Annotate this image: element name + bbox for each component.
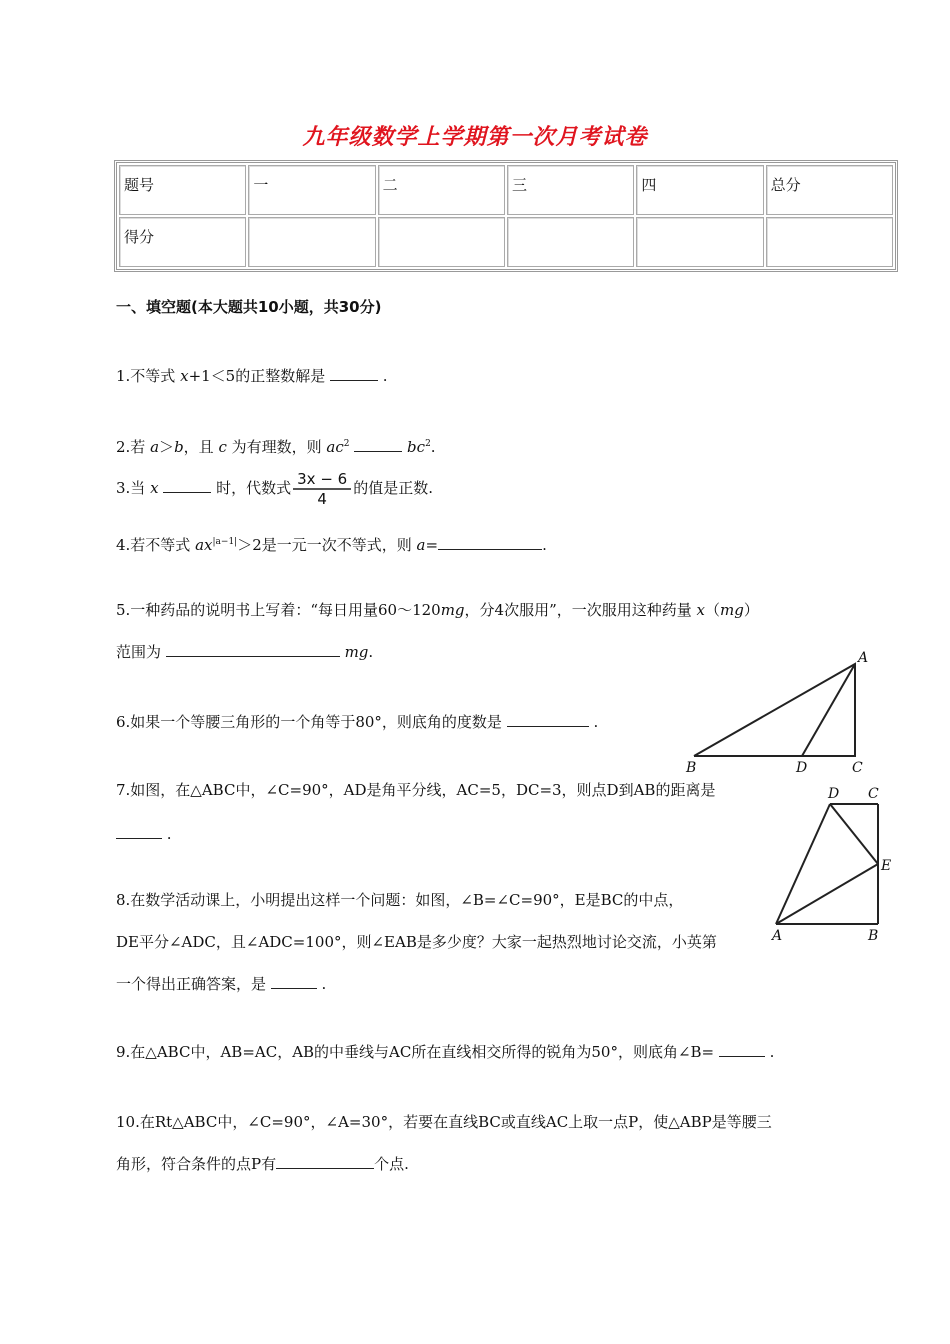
- question-4: [116, 532, 547, 555]
- q1-text: 1.不等式: [116, 367, 181, 385]
- q4-text: 4.若不等式: [116, 536, 196, 554]
- q3-numerator: 3x − 6: [293, 470, 351, 490]
- q2-var-a: a: [150, 438, 160, 456]
- score-table: [114, 160, 898, 272]
- q5-text: 5.一种药品的说明书上写着：“每日用量60～120: [116, 601, 441, 619]
- score-input-cell[interactable]: [507, 217, 634, 267]
- q2-bc: bc: [407, 438, 426, 456]
- score-input-cell[interactable]: [766, 217, 893, 267]
- q5-unit2: mg: [720, 601, 744, 619]
- q4-var: ax: [195, 536, 213, 554]
- q5-paren-open: （: [704, 601, 720, 619]
- q8-text1: 8.在数学活动课上，小明提出这样一个问题：如图，∠B=∠C=90°，E是BC的中点，: [116, 891, 684, 909]
- question-10-line1: [116, 1112, 772, 1132]
- question-8-line1: [116, 890, 683, 910]
- q5-blank[interactable]: [166, 642, 340, 657]
- q10-text2: 角形，符合条件的点P有: [116, 1155, 277, 1173]
- q5-text2: ，分4次服用”，一次服用这种药量: [464, 601, 697, 619]
- section-heading: 一、填空题(本大题共10小题，共30分): [116, 298, 382, 316]
- q10-text3: 个点.: [374, 1155, 409, 1173]
- page-title: 九年级数学上学期第一次月考试卷: [302, 124, 648, 150]
- q4-text2: ＞2是一元一次不等式，则: [237, 536, 417, 554]
- q7-end: .: [162, 825, 172, 843]
- segment-de: [830, 804, 878, 864]
- q2-var-b: b: [174, 438, 184, 456]
- q6-text: 6.如果一个等腰三角形的一个角等于80°，则底角的度数是: [116, 713, 507, 731]
- q5-paren-close: ）: [743, 601, 759, 619]
- score-header-cell: 四: [636, 165, 763, 215]
- q3-fraction: [293, 470, 351, 508]
- q6-end: .: [588, 713, 599, 731]
- q5-text3: 范围为: [116, 643, 166, 661]
- q4-blank[interactable]: [438, 535, 542, 550]
- score-input-cell[interactable]: [248, 217, 375, 267]
- q4-end: .: [542, 536, 547, 554]
- score-table-header-row: [119, 165, 893, 215]
- q2-end: .: [430, 438, 436, 456]
- q7-blank[interactable]: [116, 824, 162, 839]
- q9-text: 9.在△ABC中，AB=AC，AB的中垂线与AC所在直线相交所得的锐角为50°，则底角∠B=: [116, 1043, 719, 1061]
- q2-exp1: 2: [343, 439, 350, 449]
- q6-blank[interactable]: [507, 712, 589, 727]
- q5-unit3: mg: [344, 643, 369, 661]
- q3-var: x: [150, 479, 159, 497]
- q3-blank[interactable]: [163, 478, 211, 493]
- label-d: D: [796, 760, 808, 776]
- q3-text: 3.当: [116, 479, 151, 497]
- q1-end: .: [378, 367, 388, 385]
- question-1: [116, 366, 388, 386]
- q7-text: 7.如图，在△ABC中，∠C=90°，AD是角平分线，AC=5，DC=3，则点D到AB的距离是: [116, 781, 716, 799]
- q2-text3: 为有理数，则: [226, 438, 327, 456]
- question-2: [116, 434, 436, 457]
- q4-eq: =: [425, 536, 439, 554]
- q2-var-c: c: [218, 438, 227, 456]
- score-header-cell: 总分: [766, 165, 893, 215]
- question-8-line2: [116, 932, 717, 952]
- score-header-cell: 题号: [119, 165, 246, 215]
- q1-var: x: [180, 367, 189, 385]
- label-b: B: [868, 928, 879, 944]
- label-e: E: [881, 858, 892, 874]
- question-5-line2: [116, 642, 373, 662]
- q8-end: .: [316, 975, 327, 993]
- q8-text2: DE平分∠ADC，且∠ADC=100°，则∠EAB是多少度？大家一起热烈地讨论交流，小英第: [116, 933, 717, 951]
- label-a: A: [858, 650, 869, 666]
- q2-gt: ＞: [159, 438, 175, 456]
- label-c: C: [852, 760, 863, 776]
- question-9: [116, 1042, 774, 1062]
- q5-unit: mg: [440, 601, 465, 619]
- question-7: [116, 780, 715, 800]
- q3-text2: 时，代数式: [216, 479, 292, 497]
- question-8-line3: [116, 974, 326, 994]
- question-3: [116, 470, 433, 508]
- figure-quadrilateral: [768, 782, 898, 948]
- label-b: B: [686, 760, 697, 776]
- q2-text: 2.若: [116, 438, 151, 456]
- score-header-cell: 二: [378, 165, 505, 215]
- q2-ac: ac: [326, 438, 344, 456]
- label-d: D: [828, 786, 840, 802]
- question-7-line2: [116, 824, 172, 844]
- q3-denominator: 4: [317, 490, 327, 508]
- label-a: A: [772, 928, 783, 944]
- question-6: [116, 712, 598, 732]
- q1-blank[interactable]: [330, 366, 378, 381]
- score-header-cell: 一: [248, 165, 375, 215]
- q5-var: x: [696, 601, 705, 619]
- q5-end: .: [368, 643, 374, 661]
- q8-blank[interactable]: [271, 974, 317, 989]
- triangle-abc-outline: [694, 664, 855, 756]
- bisector-ad: [802, 664, 855, 756]
- score-input-cell[interactable]: [636, 217, 763, 267]
- label-c: C: [868, 786, 879, 802]
- q4-exponent: |a−1|: [212, 537, 238, 547]
- q1-text2: +1＜5的正整数解是: [188, 367, 330, 385]
- q9-end: .: [764, 1043, 775, 1061]
- question-5-line1: [116, 600, 759, 620]
- q10-text1: 10.在Rt△ABC中，∠C=90°，∠A=30°，若要在直线BC或直线AC上取一点P，使△ABP是等腰三: [116, 1113, 772, 1131]
- q4-var-a: a: [416, 536, 426, 554]
- score-input-cell[interactable]: [378, 217, 505, 267]
- q2-exp2: 2: [425, 439, 431, 449]
- score-row-label: 得分: [119, 217, 246, 267]
- q3-text3: 的值是正数.: [353, 479, 433, 497]
- question-10-line2: [116, 1154, 409, 1174]
- q2-text2: ，且: [183, 438, 219, 456]
- score-header-cell: 三: [507, 165, 634, 215]
- q2-blank[interactable]: [354, 437, 402, 452]
- score-table-score-row: [119, 217, 893, 267]
- q9-blank[interactable]: [719, 1042, 765, 1057]
- figure-triangle-abc: [682, 648, 878, 776]
- q8-text3: 一个得出正确答案，是: [116, 975, 271, 993]
- segment-ad: [776, 804, 830, 924]
- q10-blank[interactable]: [276, 1154, 374, 1169]
- segment-ae: [776, 864, 878, 924]
